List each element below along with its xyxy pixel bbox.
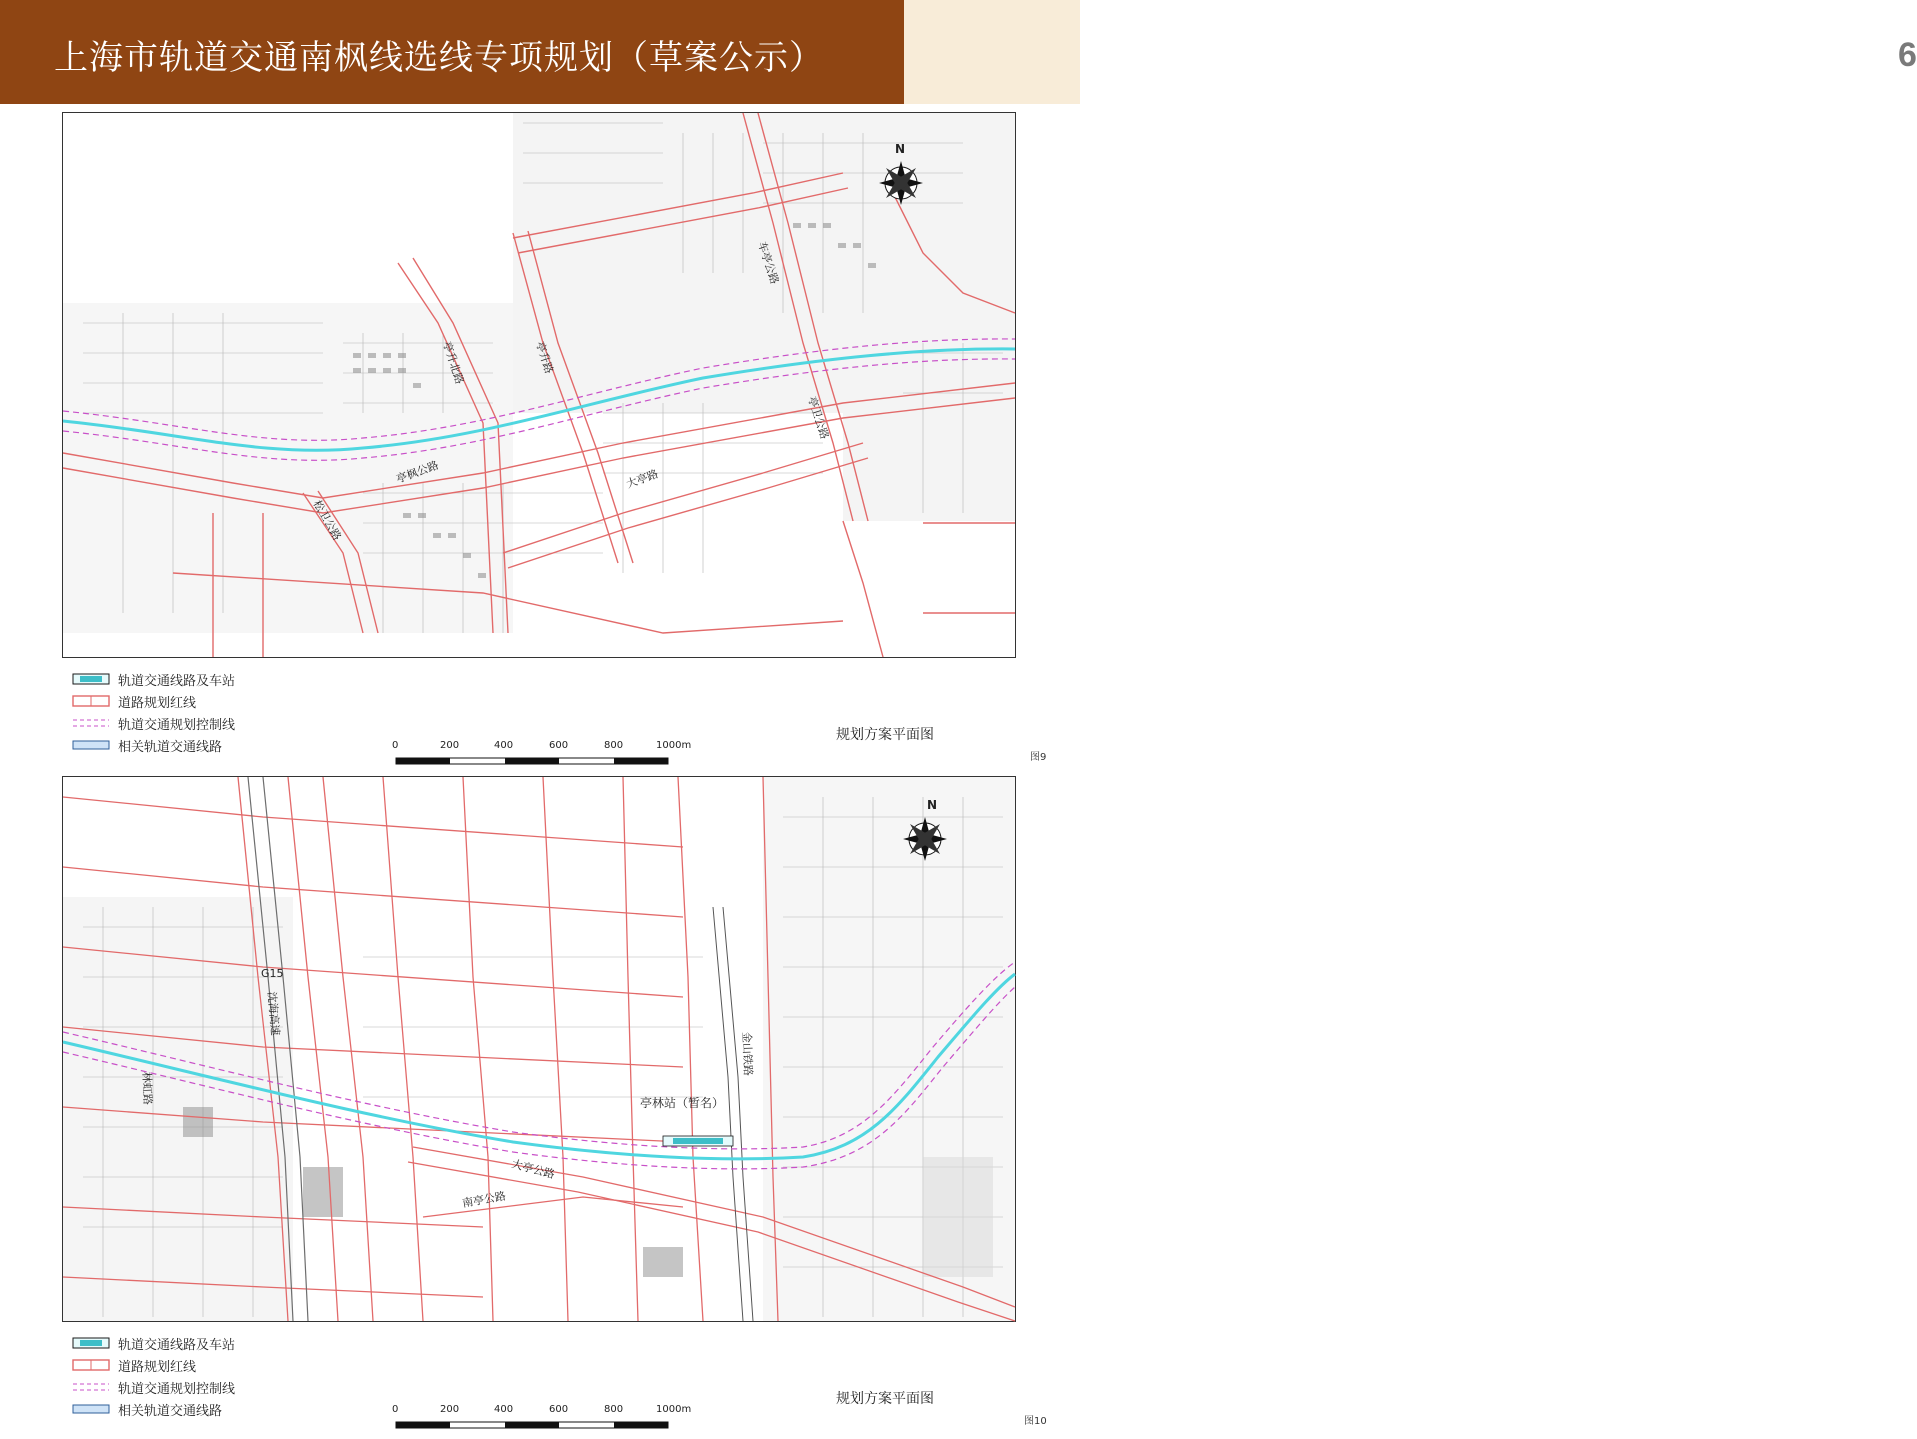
legend-item-related-rail xyxy=(72,1398,292,1420)
scale-tick: 1000m xyxy=(656,740,692,751)
legend-item-control-line xyxy=(72,712,292,734)
station-icon xyxy=(663,1136,733,1146)
station-line-icon xyxy=(72,1337,110,1349)
legend-label: 轨道交通线路及车站 xyxy=(118,673,236,689)
legend-item-rail-station xyxy=(72,1332,292,1354)
legend-1 xyxy=(72,668,292,756)
dashed-control-line-icon xyxy=(72,717,110,729)
figure-number: 图10 xyxy=(1024,1416,1047,1427)
base-map xyxy=(63,113,1015,633)
legend-label: 道路规划红线 xyxy=(118,1359,197,1375)
header-bar xyxy=(0,0,904,104)
map-1-svg xyxy=(63,113,1015,657)
dashed-control-line-icon xyxy=(72,1381,110,1393)
road-label: 大亭路 xyxy=(624,467,661,491)
railway xyxy=(713,907,753,1321)
road-label: 亭卫公路 xyxy=(805,394,832,441)
red-line-icon xyxy=(72,1359,110,1371)
related-rail-line-icon xyxy=(72,1403,110,1415)
scale-bar-2 xyxy=(392,1400,692,1434)
page-number: 6 xyxy=(1898,36,1917,74)
road-label: 松卫公路 xyxy=(310,498,344,543)
plan-map-1 xyxy=(62,112,1016,658)
road-label: 亭林站（暂名） xyxy=(640,1096,725,1110)
related-rail-line-icon xyxy=(72,739,110,751)
road-label: 林虹路 xyxy=(140,1071,155,1106)
scale-bar-1 xyxy=(392,736,692,770)
legend-label: 轨道交通规划控制线 xyxy=(118,1381,236,1397)
legend-item-red-line xyxy=(72,1354,292,1376)
map-caption: 规划方案平面图 xyxy=(836,727,934,743)
header-page-box xyxy=(904,0,1917,104)
road-label: 沈海高速 xyxy=(265,991,282,1037)
scale-tick: 1000m xyxy=(656,1404,692,1415)
legend-label: 相关轨道交通线路 xyxy=(118,1403,223,1419)
legend-label: 轨道交通线路及车站 xyxy=(118,1337,236,1353)
road-label: G15 xyxy=(261,967,284,980)
north-label: N xyxy=(927,798,938,812)
map-2-svg xyxy=(63,777,1015,1321)
scale-tick: 200 xyxy=(440,1404,460,1415)
road-label: 车亭公路 xyxy=(755,239,782,286)
plan-map-2 xyxy=(62,776,1016,1322)
scale-tick: 0 xyxy=(392,1404,399,1415)
scale-tick: 800 xyxy=(604,1404,624,1415)
road-label: 亭升北路 xyxy=(440,339,467,386)
legend-item-control-line xyxy=(72,1376,292,1398)
north-label: N xyxy=(895,142,906,156)
page-header xyxy=(0,0,1917,104)
road-label: 亭枫公路 xyxy=(394,458,441,486)
red-line-icon xyxy=(72,695,110,707)
figure-number: 图9 xyxy=(1030,752,1047,763)
legend-item-related-rail xyxy=(72,734,292,756)
scale-tick: 800 xyxy=(604,740,624,751)
scale-tick: 400 xyxy=(494,1404,514,1415)
scale-tick: 400 xyxy=(494,740,514,751)
road-label: 金山铁路 xyxy=(740,1031,755,1077)
legend-label: 道路规划红线 xyxy=(118,695,197,711)
legend-label: 轨道交通规划控制线 xyxy=(118,717,236,733)
map-caption: 规划方案平面图 xyxy=(836,1391,934,1407)
legend-2 xyxy=(72,1332,292,1420)
road-label: 亭升路 xyxy=(533,339,556,376)
scale-tick: 200 xyxy=(440,740,460,751)
page-title: 上海市轨道交通南枫线选线专项规划（草案公示） xyxy=(54,38,824,78)
legend-item-red-line xyxy=(72,690,292,712)
scale-tick: 0 xyxy=(392,740,399,751)
base-map xyxy=(63,777,1015,1321)
road-label: 南亭公路 xyxy=(461,1189,507,1210)
road-label: 大亭公路 xyxy=(510,1157,557,1182)
legend-label: 相关轨道交通线路 xyxy=(118,739,223,755)
scale-tick: 600 xyxy=(549,740,569,751)
station-line-icon xyxy=(72,673,110,685)
legend-item-rail-station xyxy=(72,668,292,690)
scale-tick: 600 xyxy=(549,1404,569,1415)
